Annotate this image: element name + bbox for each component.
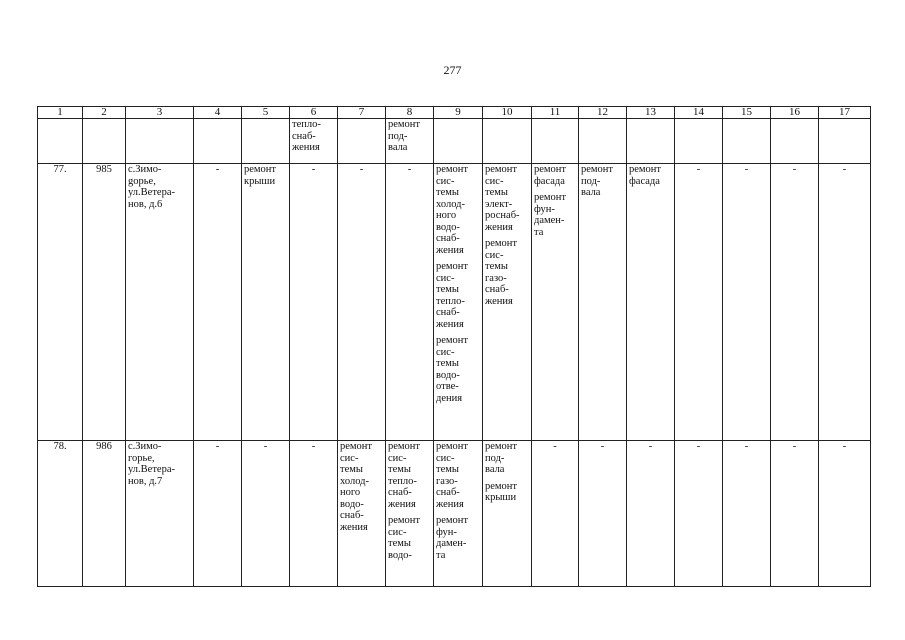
- table-cell: -: [771, 441, 819, 587]
- table-cell: [579, 164, 627, 441]
- address: с.Зимо- gорье, ул.Ветера- нов, д.6: [128, 164, 175, 210]
- table-cell: [338, 441, 386, 587]
- column-number: 7: [338, 107, 386, 119]
- table-cell: [434, 119, 483, 164]
- table-cell: [242, 119, 290, 164]
- table-row: [38, 441, 871, 587]
- column-number: 14: [675, 107, 723, 119]
- table-cell: -: [290, 164, 338, 441]
- table-cell: -: [290, 441, 338, 587]
- table-cell: -: [723, 164, 771, 441]
- table-cell: -: [771, 164, 819, 441]
- address: с.Зимо- горье, ул.Ветера- нов, д.7: [128, 441, 175, 487]
- table-cell: -: [338, 164, 386, 441]
- table-cell: [675, 119, 723, 164]
- work-item: ремонт сис- темы газо- снаб- жения: [485, 238, 518, 307]
- table-cell: -: [627, 441, 675, 587]
- table-cell: [819, 119, 871, 164]
- table-row: [38, 164, 871, 441]
- table-cell: [483, 119, 532, 164]
- work-item: ремонт сис- темы тепло- снаб- жения: [436, 261, 469, 330]
- table-cell: [483, 441, 532, 587]
- row-number: 78.: [38, 441, 83, 587]
- column-number-row: [38, 107, 871, 119]
- table-cell: [771, 119, 819, 164]
- table-cell: [483, 164, 532, 441]
- table-cell: [83, 119, 126, 164]
- work-item: ремонт сис- темы холод- ного водо- снаб- жения: [436, 164, 469, 256]
- table-cell: -: [675, 164, 723, 441]
- column-number: 11: [532, 107, 579, 119]
- table-cell: [242, 164, 290, 441]
- object-id: 986: [83, 441, 126, 587]
- column-number: 5: [242, 107, 290, 119]
- table-cell: -: [194, 164, 242, 441]
- work-item: ремонт под- вала: [388, 119, 421, 153]
- table-cell: -: [532, 441, 579, 587]
- column-number: 4: [194, 107, 242, 119]
- table-cell: [532, 164, 579, 441]
- repair-schedule-table: [37, 106, 871, 587]
- work-item: ремонт сис- темы газо- снаб- жения: [436, 441, 469, 510]
- column-number: 3: [126, 107, 194, 119]
- table-cell: [627, 164, 675, 441]
- table-cell: -: [242, 441, 290, 587]
- column-number: 2: [83, 107, 126, 119]
- work-item: ремонт сис- темы холод- ного водо- снаб- жения: [340, 441, 373, 533]
- work-item: ремонт сис- темы водо-: [388, 515, 421, 561]
- column-number: 15: [723, 107, 771, 119]
- table-cell: [434, 164, 483, 441]
- work-item: ремонт фун- дамен- та: [534, 192, 567, 238]
- work-item: ремонт фун- дамен- та: [436, 515, 469, 561]
- table-cell: -: [579, 441, 627, 587]
- table-cell: [723, 119, 771, 164]
- work-item: ремонт сис- темы водо- отве- дения: [436, 335, 469, 404]
- work-item: ремонт под- вала: [581, 164, 614, 198]
- column-number: 6: [290, 107, 338, 119]
- work-item: ремонт крыши: [485, 480, 518, 503]
- table-cell: [290, 119, 338, 164]
- column-number: 8: [386, 107, 434, 119]
- table-cell: -: [386, 164, 434, 441]
- work-item: ремонт сис- темы тепло- снаб- жения: [388, 441, 421, 510]
- table-cell: [338, 119, 386, 164]
- address-cell: [126, 164, 194, 441]
- row-number: 77.: [38, 164, 83, 441]
- column-number: 16: [771, 107, 819, 119]
- address-cell: [126, 441, 194, 587]
- column-number: 9: [434, 107, 483, 119]
- column-number: 10: [483, 107, 532, 119]
- table-cell: [386, 119, 434, 164]
- table-cell: -: [675, 441, 723, 587]
- work-item: ремонт сис- темы элект- роснаб- жения: [485, 164, 520, 233]
- work-item: ремонт под- вала: [485, 441, 518, 475]
- column-number: 13: [627, 107, 675, 119]
- continuation-row: [38, 119, 871, 164]
- work-item: ремонт крыши: [244, 164, 277, 187]
- table-cell: [126, 119, 194, 164]
- table-cell: -: [194, 441, 242, 587]
- table-cell: -: [819, 164, 871, 441]
- object-id: 985: [83, 164, 126, 441]
- work-item: ремонт фасада: [534, 164, 567, 187]
- page-number: 277: [443, 63, 462, 77]
- work-item: тепло- снаб- жения: [292, 119, 321, 153]
- column-number: 1: [38, 107, 83, 119]
- table-cell: [434, 441, 483, 587]
- table-cell: [38, 119, 83, 164]
- table-cell: [627, 119, 675, 164]
- table-cell: [579, 119, 627, 164]
- table-cell: -: [723, 441, 771, 587]
- table-cell: [194, 119, 242, 164]
- table-cell: -: [819, 441, 871, 587]
- column-number: 12: [579, 107, 627, 119]
- table-cell: [532, 119, 579, 164]
- column-number: 17: [819, 107, 871, 119]
- table-cell: [386, 441, 434, 587]
- work-item: ремонт фасада: [629, 164, 662, 187]
